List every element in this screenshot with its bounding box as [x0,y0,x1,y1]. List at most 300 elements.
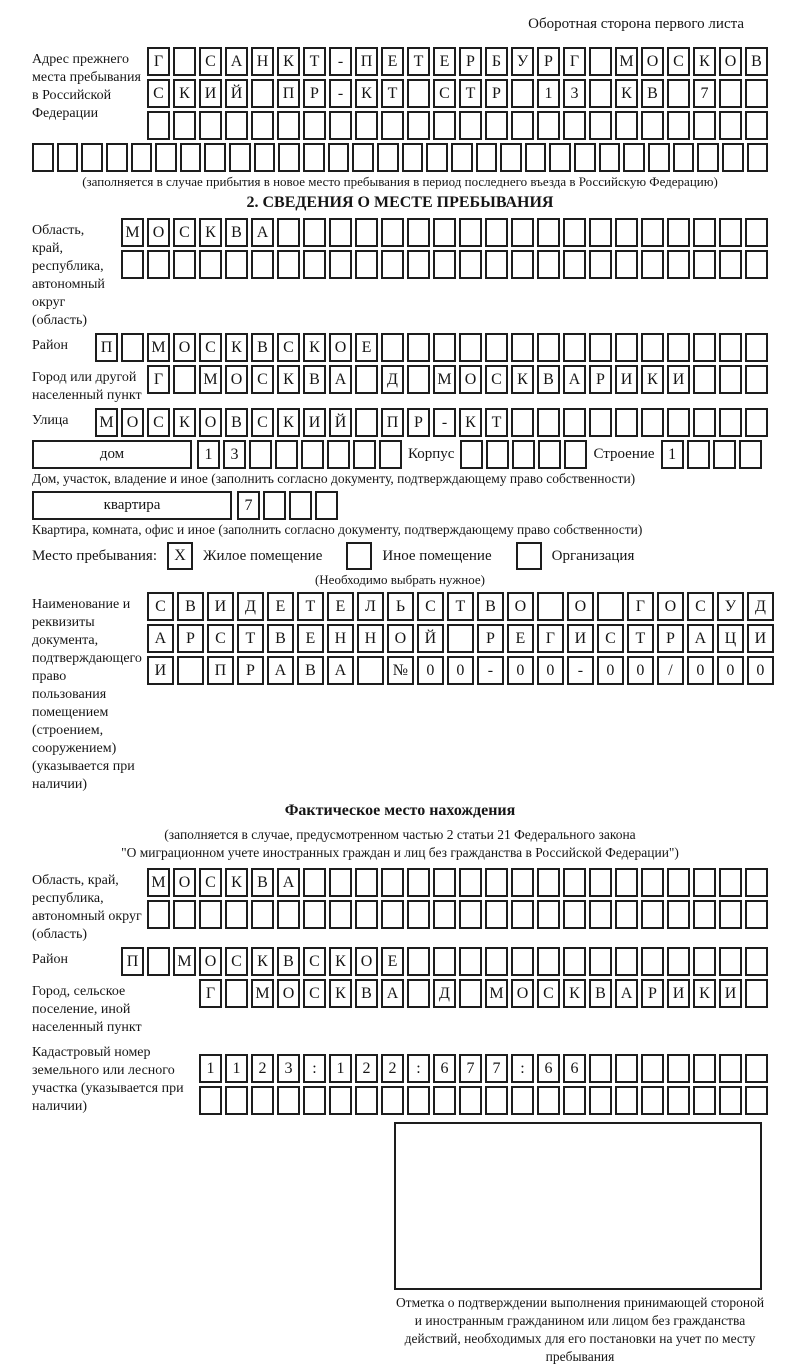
char-cell[interactable] [745,79,768,108]
char-cell[interactable]: К [199,218,222,247]
char-cell[interactable]: К [693,979,716,1008]
char-cell[interactable] [485,947,508,976]
char-cell[interactable]: С [207,624,234,653]
char-cell[interactable] [485,868,508,897]
char-cell[interactable]: 0 [417,656,444,685]
char-cell[interactable]: О [329,333,352,362]
char-cell[interactable] [564,440,587,469]
char-cell[interactable] [173,365,196,394]
char-cell[interactable] [693,365,716,394]
char-cell[interactable]: Е [267,592,294,621]
char-cell[interactable]: П [121,947,144,976]
char-cell[interactable] [277,900,300,929]
char-cell[interactable] [278,143,300,172]
char-cell[interactable]: К [563,979,586,1008]
char-cell[interactable] [303,868,326,897]
char-cell[interactable]: 2 [355,1054,378,1083]
char-cell[interactable]: С [667,47,690,76]
char-cell[interactable] [511,1086,534,1115]
char-cell[interactable]: С [147,79,170,108]
char-cell[interactable]: Г [147,365,170,394]
char-cell[interactable]: О [277,979,300,1008]
char-cell[interactable]: 0 [687,656,714,685]
char-cell[interactable] [667,218,690,247]
char-cell[interactable]: С [199,333,222,362]
char-cell[interactable] [251,111,274,140]
char-cell[interactable] [459,947,482,976]
char-cell[interactable]: Р [537,47,560,76]
char-cell[interactable] [615,333,638,362]
char-cell[interactable] [563,900,586,929]
char-cell[interactable]: Р [177,624,204,653]
char-cell[interactable] [357,656,384,685]
char-cell[interactable]: Й [417,624,444,653]
char-cell[interactable]: И [667,979,690,1008]
char-cell[interactable] [589,47,612,76]
char-cell[interactable] [537,900,560,929]
char-cell[interactable] [433,250,456,279]
char-cell[interactable]: М [173,947,196,976]
char-cell[interactable] [485,900,508,929]
char-cell[interactable] [693,900,716,929]
char-cell[interactable]: Л [357,592,384,621]
char-cell[interactable] [641,333,664,362]
char-cell[interactable] [745,333,768,362]
char-cell[interactable]: 1 [329,1054,352,1083]
char-cell[interactable]: Е [433,47,456,76]
char-cell[interactable] [641,900,664,929]
char-cell[interactable]: В [303,365,326,394]
char-cell[interactable] [615,868,638,897]
char-cell[interactable] [329,218,352,247]
char-cell[interactable] [204,143,226,172]
char-cell[interactable]: 0 [747,656,774,685]
char-cell[interactable] [719,900,742,929]
char-cell[interactable] [745,365,768,394]
char-cell[interactable] [667,408,690,437]
char-cell[interactable] [693,408,716,437]
char-cell[interactable] [667,868,690,897]
char-cell[interactable] [459,1086,482,1115]
char-cell[interactable] [173,250,196,279]
char-cell[interactable] [355,868,378,897]
char-cell[interactable]: О [567,592,594,621]
char-cell[interactable] [486,440,509,469]
char-cell[interactable]: Й [225,79,248,108]
char-cell[interactable]: В [589,979,612,1008]
char-cell[interactable]: М [95,408,118,437]
char-cell[interactable] [667,79,690,108]
checkbox-residential[interactable]: X [167,542,193,570]
char-cell[interactable] [407,218,430,247]
char-cell[interactable]: С [173,218,196,247]
char-cell[interactable] [537,111,560,140]
char-cell[interactable] [303,250,326,279]
char-cell[interactable]: Н [327,624,354,653]
char-cell[interactable] [303,1086,326,1115]
char-cell[interactable]: О [199,947,222,976]
char-cell[interactable]: С [277,333,300,362]
char-cell[interactable]: С [597,624,624,653]
char-cell[interactable] [355,250,378,279]
char-cell[interactable] [180,143,202,172]
char-cell[interactable]: : [303,1054,326,1083]
char-cell[interactable] [131,143,153,172]
char-cell[interactable] [667,947,690,976]
char-cell[interactable] [641,1054,664,1083]
char-cell[interactable]: К [277,365,300,394]
char-cell[interactable]: У [717,592,744,621]
char-cell[interactable]: О [121,408,144,437]
char-cell[interactable] [589,79,612,108]
char-cell[interactable] [426,143,448,172]
char-cell[interactable] [459,333,482,362]
char-cell[interactable]: О [387,624,414,653]
char-cell[interactable] [377,143,399,172]
char-cell[interactable] [485,333,508,362]
char-cell[interactable] [719,365,742,394]
char-cell[interactable] [355,1086,378,1115]
char-cell[interactable] [615,947,638,976]
char-cell[interactable]: 2 [251,1054,274,1083]
char-cell[interactable] [251,900,274,929]
char-cell[interactable] [537,218,560,247]
char-cell[interactable]: 0 [627,656,654,685]
char-cell[interactable] [641,111,664,140]
char-cell[interactable] [667,900,690,929]
char-cell[interactable] [667,1054,690,1083]
char-cell[interactable]: 6 [563,1054,586,1083]
char-cell[interactable]: У [511,47,534,76]
char-cell[interactable]: М [251,979,274,1008]
checkbox-other-premises[interactable] [346,542,372,570]
char-cell[interactable] [277,250,300,279]
char-cell[interactable] [693,111,716,140]
char-cell[interactable]: И [147,656,174,685]
char-cell[interactable]: Д [433,979,456,1008]
char-cell[interactable] [381,111,404,140]
char-cell[interactable] [433,900,456,929]
char-cell[interactable] [563,408,586,437]
char-cell[interactable]: И [303,408,326,437]
char-cell[interactable] [303,111,326,140]
char-cell[interactable]: В [355,979,378,1008]
char-cell[interactable]: Р [477,624,504,653]
char-cell[interactable]: А [147,624,174,653]
char-cell[interactable]: 6 [537,1054,560,1083]
char-cell[interactable] [745,947,768,976]
char-cell[interactable] [563,333,586,362]
char-cell[interactable]: С [303,979,326,1008]
char-cell[interactable]: 2 [381,1054,404,1083]
char-cell[interactable] [433,333,456,362]
char-cell[interactable] [719,250,742,279]
char-cell[interactable]: П [381,408,404,437]
char-cell[interactable]: С [303,947,326,976]
char-cell[interactable]: 0 [717,656,744,685]
char-cell[interactable] [745,408,768,437]
char-cell[interactable]: К [173,79,196,108]
char-cell[interactable]: С [251,365,274,394]
char-cell[interactable]: Р [589,365,612,394]
char-cell[interactable] [667,333,690,362]
char-cell[interactable] [722,143,744,172]
char-cell[interactable] [251,250,274,279]
char-cell[interactable] [525,143,547,172]
char-cell[interactable] [381,900,404,929]
char-cell[interactable]: К [303,333,326,362]
char-cell[interactable]: М [199,365,222,394]
char-cell[interactable] [199,900,222,929]
char-cell[interactable] [329,1086,352,1115]
char-cell[interactable] [459,250,482,279]
char-cell[interactable] [615,250,638,279]
char-cell[interactable]: О [641,47,664,76]
char-cell[interactable] [589,408,612,437]
char-cell[interactable] [693,218,716,247]
char-cell[interactable]: 1 [537,79,560,108]
char-cell[interactable] [301,440,324,469]
char-cell[interactable]: 0 [447,656,474,685]
char-cell[interactable] [615,111,638,140]
char-cell[interactable]: К [459,408,482,437]
char-cell[interactable]: П [277,79,300,108]
char-cell[interactable]: 1 [661,440,684,469]
char-cell[interactable]: С [199,868,222,897]
char-cell[interactable]: А [687,624,714,653]
char-cell[interactable]: Т [297,592,324,621]
char-cell[interactable]: 1 [197,440,220,469]
char-cell[interactable] [355,408,378,437]
char-cell[interactable]: М [615,47,638,76]
char-cell[interactable]: С [417,592,444,621]
char-cell[interactable]: И [199,79,222,108]
char-cell[interactable] [719,333,742,362]
char-cell[interactable] [315,491,338,520]
char-cell[interactable] [693,333,716,362]
char-cell[interactable] [745,218,768,247]
char-cell[interactable] [277,111,300,140]
char-cell[interactable] [275,440,298,469]
char-cell[interactable]: К [693,47,716,76]
char-cell[interactable] [199,111,222,140]
char-cell[interactable] [693,947,716,976]
char-cell[interactable]: Т [407,47,430,76]
char-cell[interactable] [693,1054,716,1083]
char-cell[interactable] [693,250,716,279]
char-cell[interactable] [225,900,248,929]
char-cell[interactable] [693,868,716,897]
char-cell[interactable]: П [95,333,118,362]
char-cell[interactable] [303,143,325,172]
char-cell[interactable] [329,250,352,279]
char-cell[interactable] [549,143,571,172]
char-cell[interactable]: А [251,218,274,247]
char-cell[interactable] [433,111,456,140]
char-cell[interactable] [589,900,612,929]
char-cell[interactable] [563,111,586,140]
char-cell[interactable]: С [147,408,170,437]
char-cell[interactable] [263,491,286,520]
char-cell[interactable] [641,218,664,247]
char-cell[interactable] [511,333,534,362]
char-cell[interactable] [745,111,768,140]
char-cell[interactable] [615,408,638,437]
char-cell[interactable]: И [719,979,742,1008]
char-cell[interactable] [121,250,144,279]
char-cell[interactable] [407,111,430,140]
char-cell[interactable] [251,79,274,108]
char-cell[interactable]: К [511,365,534,394]
char-cell[interactable] [433,1086,456,1115]
char-cell[interactable]: В [477,592,504,621]
char-cell[interactable] [147,111,170,140]
char-cell[interactable]: - [329,47,352,76]
char-cell[interactable] [147,947,170,976]
char-cell[interactable] [379,440,402,469]
char-cell[interactable]: 3 [563,79,586,108]
char-cell[interactable] [433,947,456,976]
char-cell[interactable]: С [537,979,560,1008]
char-cell[interactable] [57,143,79,172]
char-cell[interactable]: А [381,979,404,1008]
char-cell[interactable] [381,250,404,279]
char-cell[interactable] [407,900,430,929]
char-cell[interactable] [106,143,128,172]
char-cell[interactable]: С [147,592,174,621]
char-cell[interactable] [589,111,612,140]
char-cell[interactable] [328,143,350,172]
char-cell[interactable] [641,1086,664,1115]
char-cell[interactable] [719,408,742,437]
char-cell[interactable]: - [477,656,504,685]
char-cell[interactable]: Е [381,47,404,76]
char-cell[interactable] [277,218,300,247]
char-cell[interactable] [511,79,534,108]
char-cell[interactable] [355,111,378,140]
char-cell[interactable] [563,868,586,897]
char-cell[interactable] [485,218,508,247]
char-cell[interactable] [447,624,474,653]
char-cell[interactable]: И [615,365,638,394]
char-cell[interactable]: - [329,79,352,108]
char-cell[interactable]: Т [459,79,482,108]
char-cell[interactable] [537,333,560,362]
char-cell[interactable]: 3 [223,440,246,469]
char-cell[interactable] [719,111,742,140]
char-cell[interactable] [589,1054,612,1083]
char-cell[interactable] [615,218,638,247]
char-cell[interactable]: 0 [507,656,534,685]
char-cell[interactable] [303,900,326,929]
char-cell[interactable]: 7 [485,1054,508,1083]
char-cell[interactable] [597,592,624,621]
char-cell[interactable]: Г [147,47,170,76]
char-cell[interactable]: А [277,868,300,897]
char-cell[interactable]: Д [747,592,774,621]
char-cell[interactable]: В [251,333,274,362]
char-cell[interactable] [667,250,690,279]
char-cell[interactable] [407,79,430,108]
char-cell[interactable]: О [657,592,684,621]
char-cell[interactable] [32,143,54,172]
char-cell[interactable] [249,440,272,469]
char-cell[interactable]: Е [327,592,354,621]
char-cell[interactable]: О [511,979,534,1008]
char-cell[interactable]: А [267,656,294,685]
char-cell[interactable]: О [147,218,170,247]
char-cell[interactable] [511,868,534,897]
char-cell[interactable]: К [251,947,274,976]
char-cell[interactable]: : [407,1054,430,1083]
char-cell[interactable]: 6 [433,1054,456,1083]
char-cell[interactable] [459,900,482,929]
char-cell[interactable] [353,440,376,469]
char-cell[interactable] [537,947,560,976]
char-cell[interactable] [673,143,695,172]
char-cell[interactable] [719,218,742,247]
char-cell[interactable] [739,440,762,469]
char-cell[interactable]: Г [537,624,564,653]
char-cell[interactable]: Т [447,592,474,621]
char-cell[interactable]: О [719,47,742,76]
char-cell[interactable] [459,218,482,247]
char-cell[interactable]: Ц [717,624,744,653]
char-cell[interactable] [719,868,742,897]
char-cell[interactable]: К [329,979,352,1008]
char-cell[interactable]: Т [237,624,264,653]
char-cell[interactable]: Г [627,592,654,621]
char-cell[interactable] [719,947,742,976]
char-cell[interactable]: Т [381,79,404,108]
char-cell[interactable] [589,218,612,247]
char-cell[interactable]: В [225,408,248,437]
char-cell[interactable] [407,333,430,362]
char-cell[interactable] [745,250,768,279]
char-cell[interactable]: П [207,656,234,685]
char-cell[interactable]: 1 [225,1054,248,1083]
char-cell[interactable]: Р [485,79,508,108]
char-cell[interactable] [511,947,534,976]
char-cell[interactable] [147,900,170,929]
char-cell[interactable]: С [687,592,714,621]
char-cell[interactable] [381,333,404,362]
char-cell[interactable]: В [267,624,294,653]
char-cell[interactable] [381,868,404,897]
char-cell[interactable]: 0 [537,656,564,685]
char-cell[interactable]: О [173,333,196,362]
char-cell[interactable] [251,1086,274,1115]
char-cell[interactable] [667,111,690,140]
char-cell[interactable] [563,947,586,976]
char-cell[interactable]: 0 [597,656,624,685]
char-cell[interactable] [589,868,612,897]
char-cell[interactable]: М [121,218,144,247]
char-cell[interactable]: И [207,592,234,621]
char-cell[interactable] [173,47,196,76]
char-cell[interactable]: В [745,47,768,76]
char-cell[interactable]: № [387,656,414,685]
char-cell[interactable] [537,250,560,279]
char-cell[interactable] [512,440,535,469]
char-cell[interactable]: Д [381,365,404,394]
char-cell[interactable] [537,592,564,621]
char-cell[interactable]: - [567,656,594,685]
char-cell[interactable]: П [355,47,378,76]
char-cell[interactable] [615,1086,638,1115]
char-cell[interactable] [485,111,508,140]
char-cell[interactable] [563,1086,586,1115]
